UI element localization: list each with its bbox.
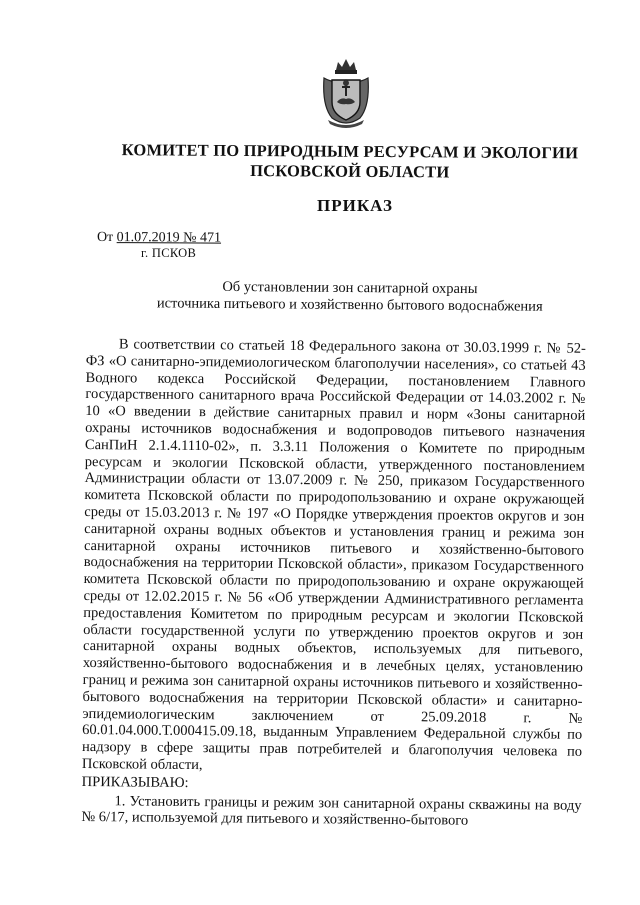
order-word: ПРИКАЗЫВАЮ: [81, 773, 189, 791]
number-prefix: № [179, 230, 201, 246]
preamble-paragraph: В соответствии со статьей 18 Федерального закона от 30.03.1999 г. № 52-ФЗ «О санитарно-эпидемиологическом благополучии населения», со статьей 43 Водного кодекса Российской Федерации, постановлением Главного государственного санитарного врача Российской Федерации от 14.03.2002 г. № 10 «О введении в действие санитарных правил и норм «Зоны санитарной охраны источников водоснабжения и водопроводов питьевого назначения СанПиН 2.1.4.1110-02», п. 3.3.11 Положения о Комитете по природным ресурсам и экологии Псковской области, утвержденного постановлением Администрации области от 13.07.2009 г. № 250, приказом Государственного комитета Псковской области по природопользованию и охране окружающей среды от 15.03.2013 г. № 197 «О Порядке утверждения проектов округов и зон санитарной охраны водных объектов и установления границ и режима зон санитарной охраны источников питьевого и хозяйственно-бытового водоснабжения на территории Псковской области», приказом Государственного комитета Псковской области по природопользованию и охране окружающей среды от 12.02.2015 г. № 56 «Об утверждении Административного регламента предоставления Комитетом по природным ресурсам и экологии Псковской области государственной услуги по утверждению проектов округов и зон санитарной охраны водных объектов, используемых для питьевого, хозяйственно-бытового водоснабжения и в лечебных целях, установлению границ и режима зон санитарной охраны источников питьевого и хозяйственно-бытового водоснабжения на территории Псковской области» и санитарно-эпидемиологическим заключением от 25.09.2018 г. № 60.01.04.000.Т.000415.09.18, выданным Управлением Федеральной службы по надзору в сфере защиты прав потребителей и благополучия человека по Псковской области, [81, 336, 586, 774]
organization-name-line1: КОМИТЕТ ПО ПРИРОДНЫМ РЕСУРСАМ И ЭКОЛОГИИ [121, 140, 579, 163]
document-date: 01.07.2019 [116, 230, 180, 246]
date-prefix: От [96, 230, 117, 246]
document-body [81, 336, 586, 831]
organization-name [100, 140, 600, 183]
date-number-line [97, 230, 221, 247]
city: г. ПСКОВ [141, 246, 197, 260]
coat-of-arms-icon [318, 56, 374, 130]
organization-name-line2: ПСКОВСКОЙ ОБЛАСТИ [250, 161, 450, 182]
document-subject [120, 278, 580, 316]
document-number: 471 [200, 230, 222, 246]
subject-line1: Об установлении зон санитарной охраны [222, 278, 478, 298]
order-item-1: 1. Установить границы и режим зон санитарной охраны скважины на воду № 6/17, используемой для питьевого и хозяйственно-бытового [81, 792, 582, 830]
document-type: ПРИКАЗ [317, 196, 393, 215]
subject-line2: источника питьевого и хозяйственно бытового водоснабжения [156, 295, 543, 315]
